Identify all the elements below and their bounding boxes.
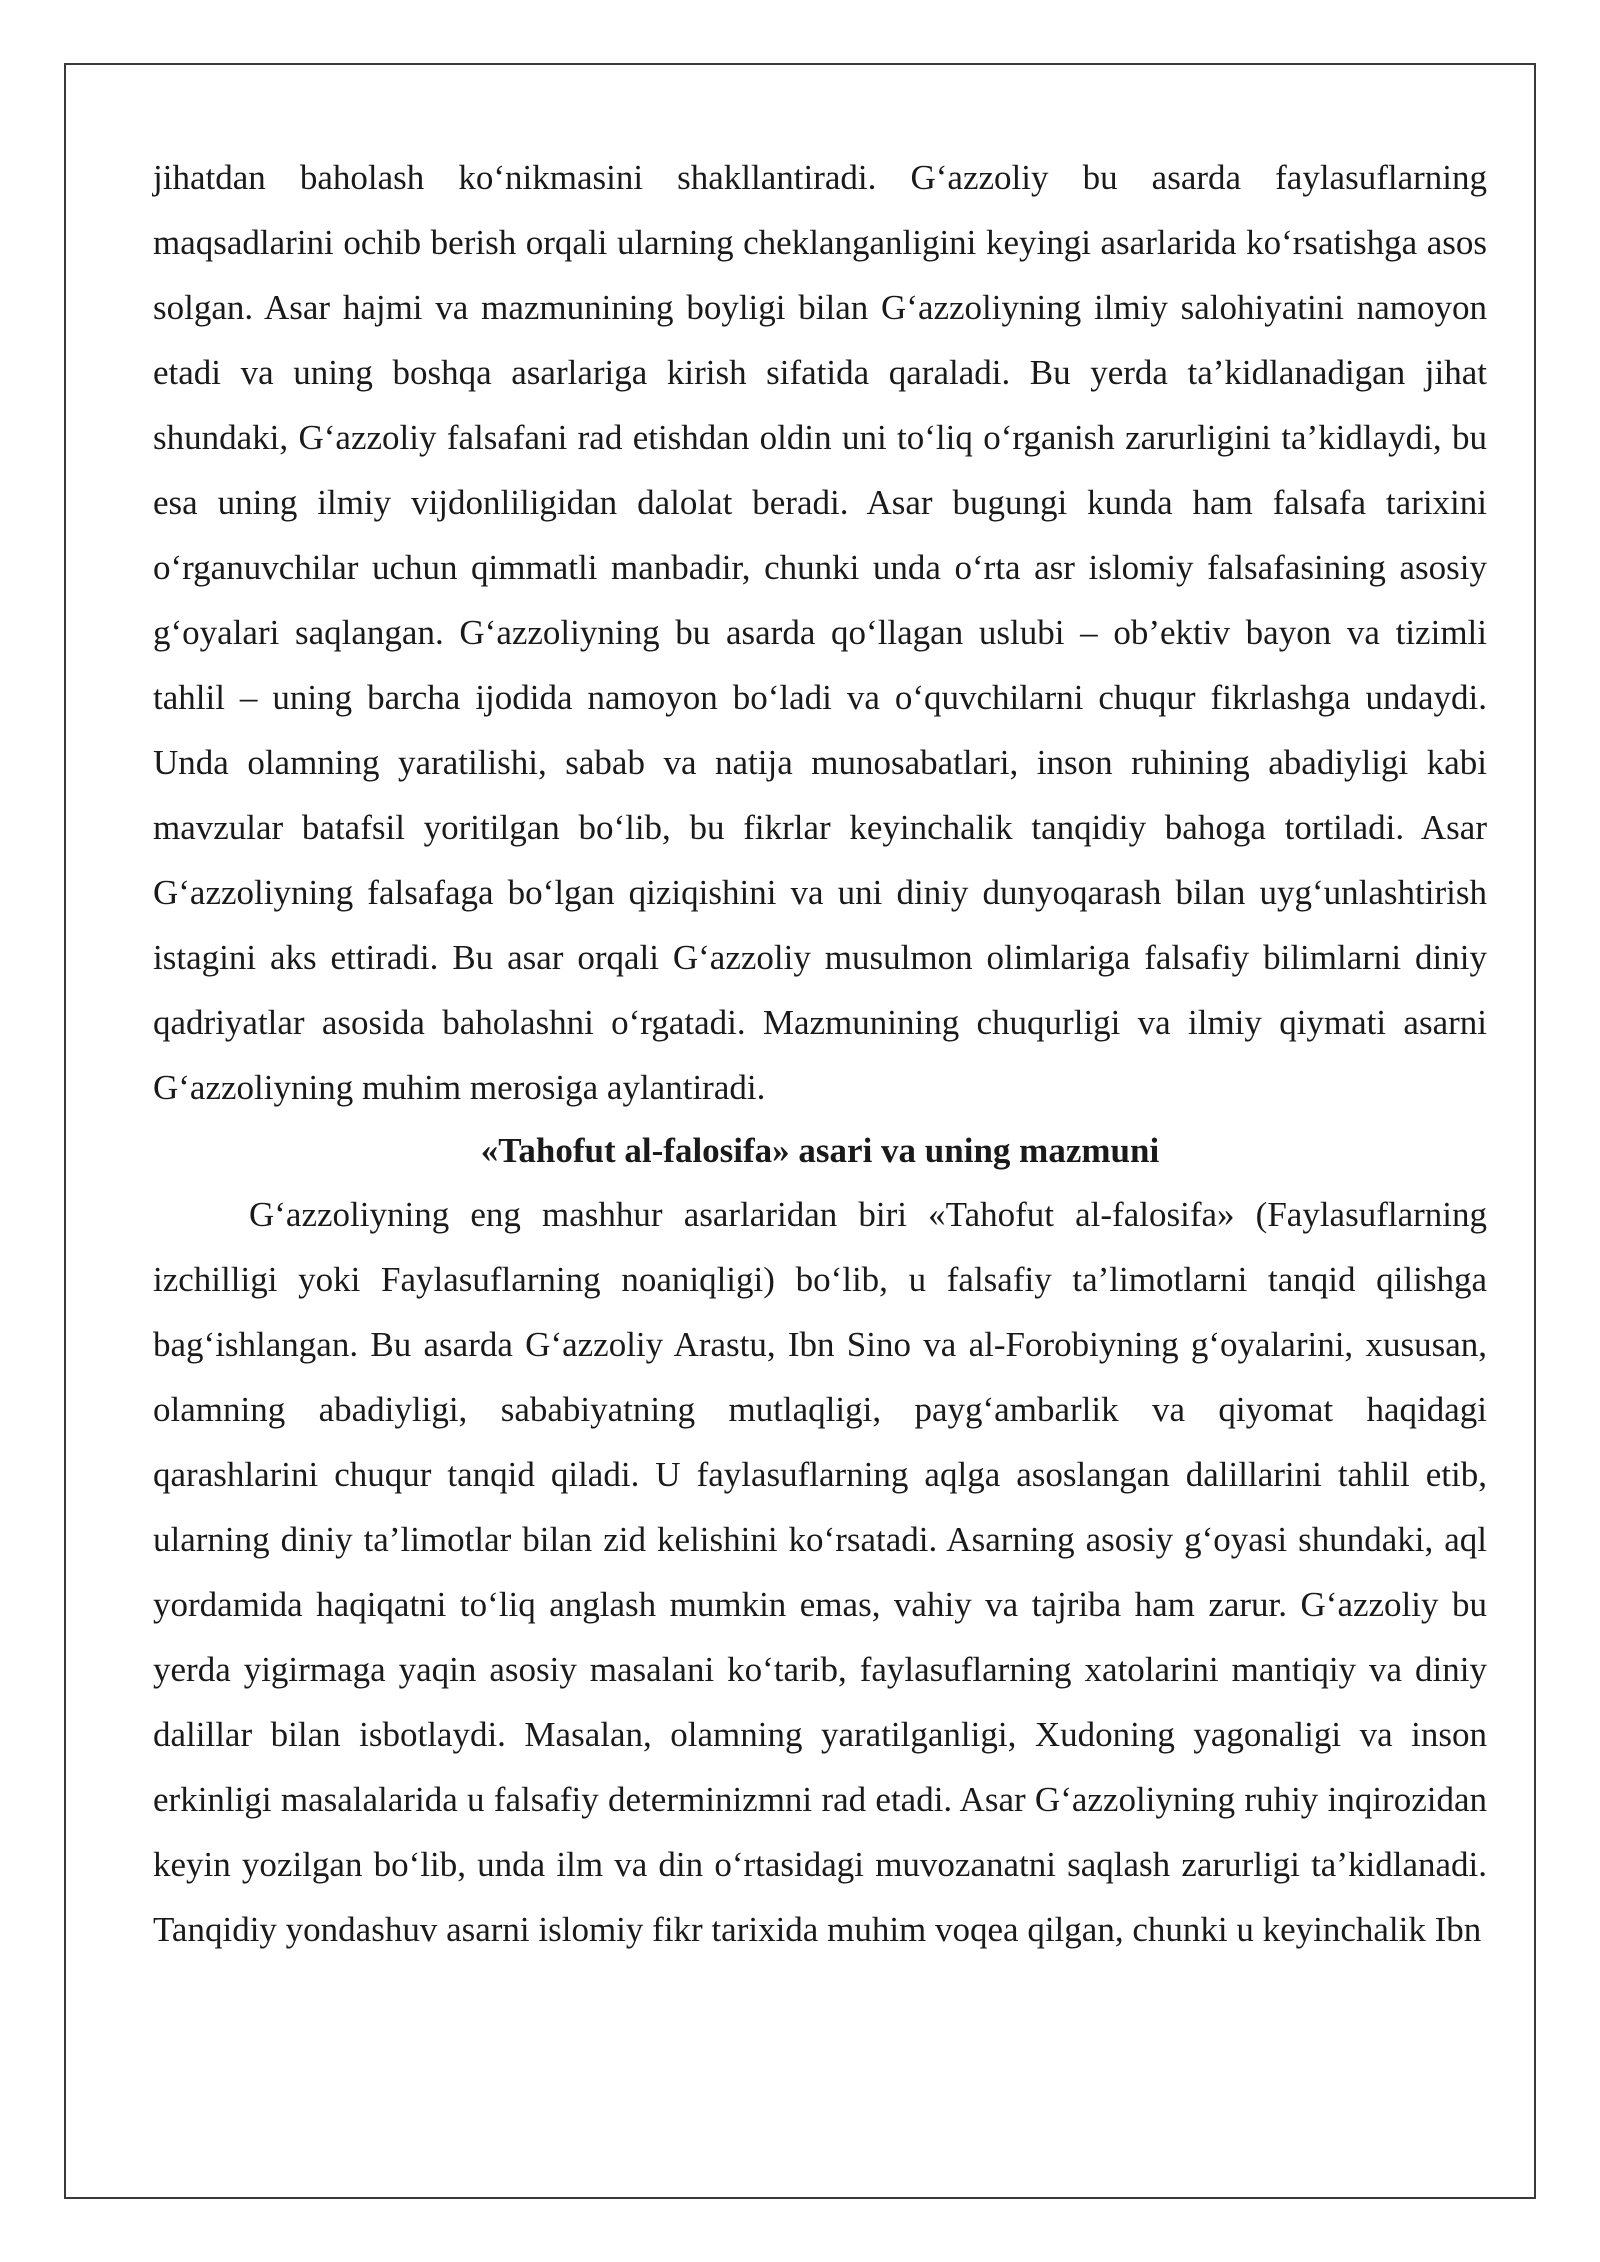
body-paragraph: jihatdan baholash ko‘nikmasini shakllantiradi. G‘azzoliy bu asarda faylasuflarning maqsadlarini ochib berish orqali ularning cheklanganligini keyingi asarlarida ko‘rsatishga asos solgan. Asar hajmi va mazmunining boyligi bilan G‘azzoliyning ilmiy salohiyatini namoyon etadi va uning boshqa asarlariga kirish sifatida qaraladi. Bu yerda ta’kidlanadigan jihat shundaki, G‘azzoliy falsafani rad etishdan oldin uni to‘liq o‘rganish zarurligini ta’kidlaydi, bu esa uning ilmiy vijdonliligidan dalolat beradi. Asar bugungi kunda ham falsafa tarixini o‘rganuvchilar uchun qimmatli manbadir, chunki unda o‘rta asr islomiy falsafasining asosiy g‘oyalari saqlangan. G‘azzoliyning bu asarda qo‘llagan uslubi – ob’ektiv bayon va tizimli tahlil – uning barcha ijodida namoyon bo‘ladi va o‘quvchilarni chuqur fikrlashga undaydi. Unda olamning yaratilishi, sabab va natija munosabatlari, inson ruhining abadiyligi kabi mavzular batafsil yoritilgan bo‘lib, bu fikrlar keyinchalik tanqidiy bahoga tortiladi. Asar G‘azzoliyning falsafaga bo‘lgan qiziqishini va uni diniy dunyoqarash bilan uyg‘unlashtirish istagini aks ettiradi. Bu asar orqali G‘azzoliy musulmon olimlariga falsafiy bilimlarni diniy qadriyatlar asosida baholashni o‘rgatadi. Mazmunining chuqurligi va ilmiy qiymati asarni G‘azzoliyning muhim merosiga aylantiradi. [153,158,1487,1107]
section-heading: «Tahofut al-falosifa» asari va uning mazmuni [480,1131,1160,1170]
document-body [153,145,1487,1962]
body-paragraph: G‘azzoliyning eng mashhur asarlaridan biri «Tahofut al-falosifa» (Faylasuflarning izchilligi yoki Faylasuflarning noaniqligi) bo‘lib, u falsafiy ta’limotlarni tanqid qilishga bag‘ishlangan. Bu asarda G‘azzoliy Arastu, Ibn Sino va al-Forobiyning g‘oyalarini, xususan, olamning abadiyligi, sababiyatning mutlaqligi, payg‘ambarlik va qiyomat haqidagi qarashlarini chuqur tanqid qiladi. U faylasuflarning aqlga asoslangan dalillarini tahlil etib, ularning diniy ta’limotlar bilan zid kelishini ko‘rsatadi. Asarning asosiy g‘oyasi shundaki, aql yordamida haqiqatni to‘liq anglash mumkin emas, vahiy va tajriba ham zarur. G‘azzoliy bu yerda yigirmaga yaqin asosiy masalani ko‘tarib, faylasuflarning xatolarini mantiqiy va diniy dalillar bilan isbotlaydi. Masalan, olamning yaratilganligi, Xudoning yagonaligi va inson erkinligi masalalarida u falsafiy determinizmni rad etadi. Asar G‘azzoliyning ruhiy inqirozidan keyin yozilgan bo‘lib, unda ilm va din o‘rtasidagi muvozanatni saqlash zarurligi ta’kidlanadi. Tanqidiy yondashuv asarni islomiy fikr tarixida muhim voqea qilgan, chunki u keyinchalik Ibn [153,1195,1487,1949]
